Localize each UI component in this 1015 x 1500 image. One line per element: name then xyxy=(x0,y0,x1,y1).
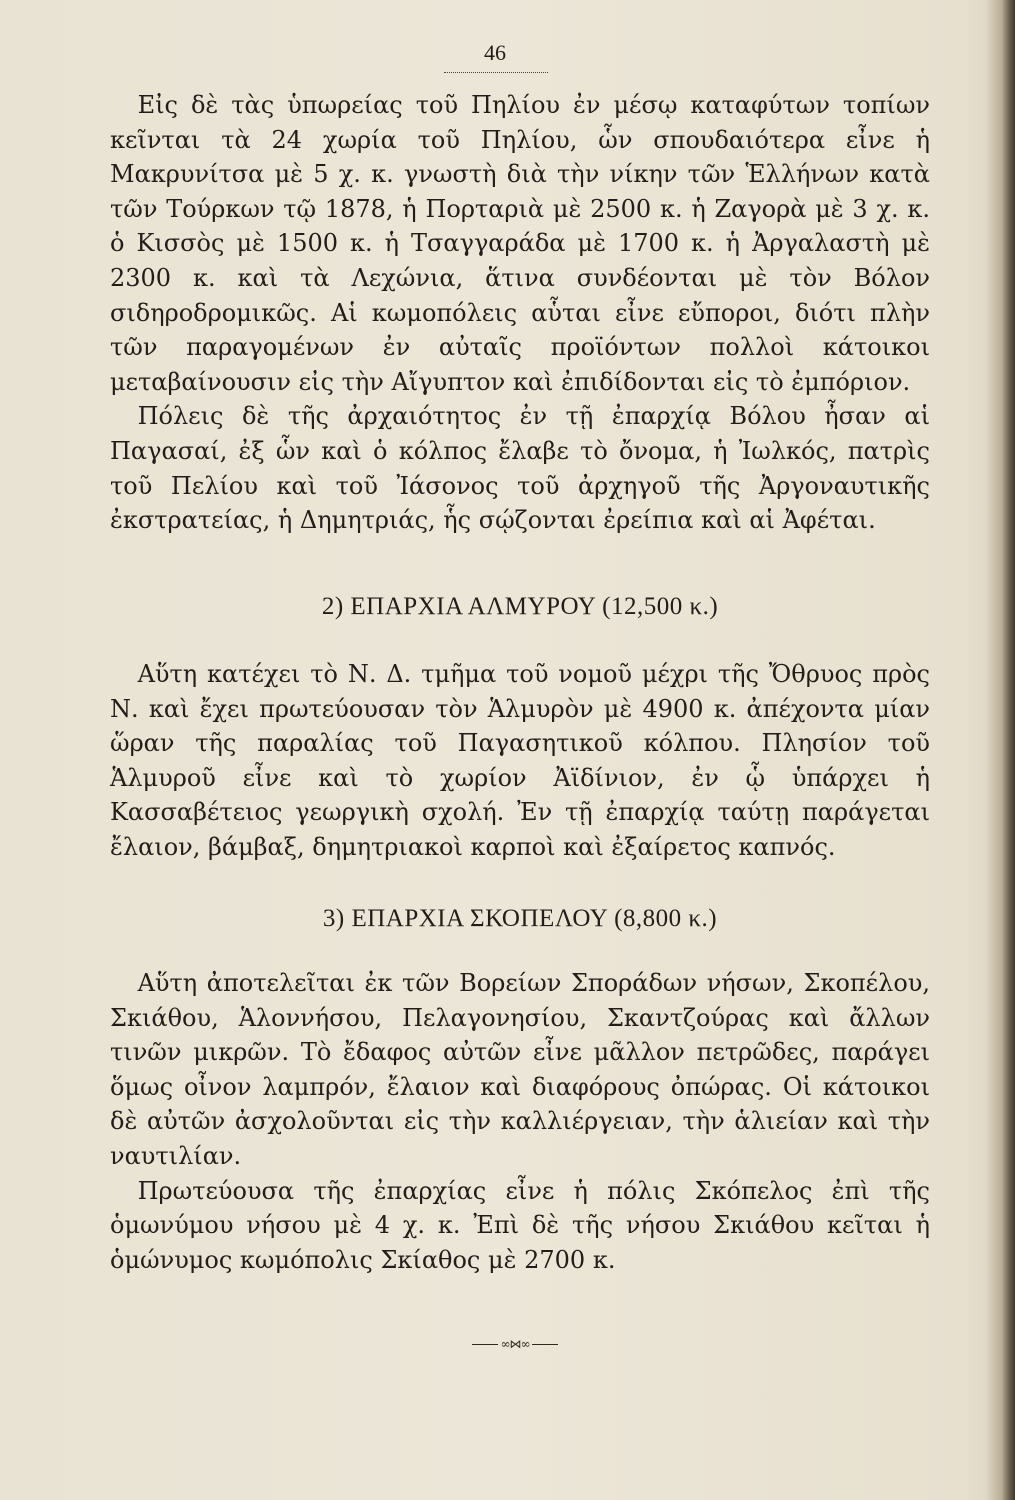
section-1-text xyxy=(110,88,930,538)
section-2-paragraph-1: Αὕτη κατέχει τὸ Ν. Δ. τμῆμα τοῦ νομοῦ μέχρι τῆς Ὄθρυος πρὸς Ν. καὶ ἔχει πρωτεύουσαν τὸν Ἁλμυρὸν μὲ 4900 κ. ἀπέχοντα μίαν ὥραν τῆς παραλίας τοῦ Παγασητικοῦ κόλπου. Πλησίον τοῦ Ἁλμυροῦ εἶνε καὶ τὸ χωρίον Ἀϊδίνιον, ἐν ᾧ ὑπάρχει ἡ Κασσαβέτειος γεωργικὴ σχολή. Ἐν τῇ ἐπαρχίᾳ ταύτῃ παράγεται ἔλαιον, βάμβαξ, δημητριακοὶ καρποὶ καὶ ἐξαίρετος καπνός. xyxy=(110,660,930,861)
ornament-line-right xyxy=(532,1344,558,1345)
section-3-paragraph-1: Αὕτη ἀποτελεῖται ἐκ τῶν Βορείων Σποράδων νήσων, Σκοπέλου, Σκιάθου, Ἁλοννήσου, Πελαγονησίου, Σκαντζούρας καὶ ἄλλων τινῶν μικρῶν. Τὸ ἔδαφος αὐτῶν εἶνε μᾶλλον πετρῶδες, παράγει ὅμως οἶνον λαμπρόν, ἔλαιον καὶ διαφόρους ὀπώρας. Οἱ κάτοικοι δὲ αὐτῶν ἀσχολοῦνται εἰς τὴν καλλιέργειαν, τὴν ἁλιείαν καὶ τὴν ναυτιλίαν. xyxy=(110,969,930,1170)
ornament-line-left xyxy=(472,1344,498,1345)
ornament-glyph: ∞⋈∞ xyxy=(500,1337,530,1351)
section-3-text xyxy=(110,966,930,1277)
end-ornament xyxy=(470,1337,560,1351)
section-3-heading: 3) ΕΠΑΡΧΙΑ ΣΚΟΠΕΛΟΥ (8,800 κ.) xyxy=(322,905,718,932)
section-2-text xyxy=(110,657,930,865)
page-number-rule xyxy=(444,72,548,73)
section-1-paragraph-2: Πόλεις δὲ τῆς ἀρχαιότητος ἐν τῇ ἐπαρχίᾳ Βόλου ἦσαν αἱ Παγασαί, ἐξ ὧν καὶ ὁ κόλπος ἔλαβε τὸ ὄνομα, ἡ Ἰωλκός, πατρὶς τοῦ Πελίου καὶ τοῦ Ἰάσονος τοῦ ἀρχηγοῦ τῆς Ἀργοναυτικῆς ἐκστρατείας, ἡ Δημητριάς, ἧς σῴζονται ἐρείπια καὶ αἱ Ἀφέται. xyxy=(110,402,930,535)
section-3-paragraph-2: Πρωτεύουσα τῆς ἐπαρχίας εἶνε ἡ πόλις Σκόπελος ἐπὶ τῆς ὁμωνύμου νήσου μὲ 4 χ. κ. Ἐπὶ δὲ τῆς νήσου Σκιάθου κεῖται ἡ ὁμώνυμος κωμόπολις Σκίαθος μὲ 2700 κ. xyxy=(110,1176,930,1274)
section-2-heading: 2) ΕΠΑΡΧΙΑ ΑΛΜΥΡΟΥ (12,500 κ.) xyxy=(321,593,719,620)
page-binding-edge xyxy=(985,0,1015,1500)
section-1-paragraph-1: Εἰς δὲ τὰς ὑπωρείας τοῦ Πηλίου ἐν μέσῳ καταφύτων τοπίων κεῖνται τὰ 24 χωρία τοῦ Πηλίου, ὧν σπουδαιότερα εἶνε ἡ Μακρυνίτσα μὲ 5 χ. κ. γνωστὴ διὰ τὴν νίκην τῶν Ἑλλήνων κατὰ τῶν Τούρκων τῷ 1878, ἡ Πορταριὰ μὲ 2500 κ. ἡ Ζαγορὰ μὲ 3 χ. κ. ὁ Κισσὸς μὲ 1500 κ. ἡ Τσαγγαράδα μὲ 1700 κ. ἡ Ἀργαλαστὴ μὲ 2300 κ. καὶ τὰ Λεχώνια, ἅτινα συνδέονται μὲ τὸν Βόλον σιδηροδρομικῶς. Αἱ κωμοπόλεις αὗται εἶνε εὔποροι, διότι πλὴν τῶν παραγομένων ἐν αὐταῖς προϊόντων πολλοὶ κάτοικοι μεταβαίνουσιν εἰς τὴν Αἴγυπτον καὶ ἐπιδίδονται εἰς τὸ ἐμπόριον. xyxy=(110,91,930,396)
page-number: 46 xyxy=(484,40,506,65)
